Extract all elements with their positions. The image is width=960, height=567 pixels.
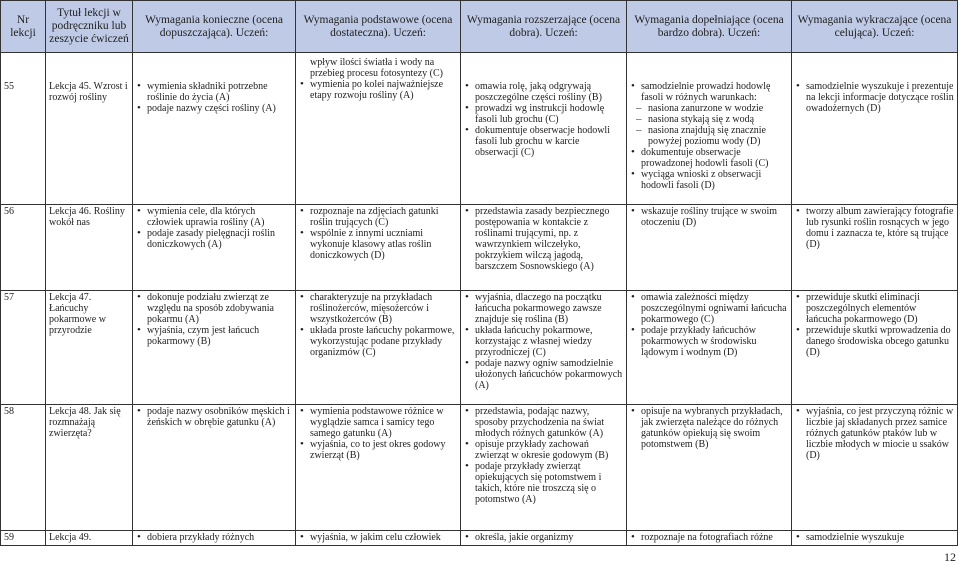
list-item: • samodzielnie wyszukuje xyxy=(795,532,954,543)
table-row xyxy=(1,291,958,405)
lesson-number: 57 xyxy=(1,291,46,405)
table-row xyxy=(1,405,958,531)
lesson-title: Lekcja 49. xyxy=(46,531,133,546)
list-item: • układa proste łańcuchy pokarmowe, wykorzystując podane przykłady organizmów (C) xyxy=(299,325,457,358)
req-dopelniajace xyxy=(627,531,792,546)
list-item: • opisuje przykłady zachowań zwierząt w okresie godowym (B) xyxy=(464,439,623,461)
page-number: 12 xyxy=(944,550,956,564)
req-podstawowe xyxy=(296,53,461,205)
list-item: • wspólnie z innymi uczniami wykonuje klasowy atlas roślin doniczkowych (D) xyxy=(299,228,457,261)
list-item: • wyjaśnia, w jakim celu człowiek xyxy=(299,532,457,543)
header-konieczne: Wymagania konieczne (ocena dopuszczająca). Uczeń: xyxy=(133,1,296,53)
list-item: • wyjaśnia, co jest przyczyną różnic w liczbie jaj składanych przez samice różnych gatunków ptaków lub w liczbie młodych w miocie u ssaków (D) xyxy=(795,406,954,461)
header-dopelniajace: Wymagania dopełniające (ocena bardzo dobra). Uczeń: xyxy=(627,1,792,53)
list-item: • wymienia składniki potrzebne roślinie do życia (A) xyxy=(136,81,292,103)
lesson-number: 59 xyxy=(1,531,46,546)
req-konieczne xyxy=(133,405,296,531)
req-dopelniajace xyxy=(627,405,792,531)
list-item: • wyjaśnia, dlaczego na początku łańcucha pokarmowego zawsze znajduje się roślina (B) xyxy=(464,292,623,325)
list-item: • podaje nazwy części rośliny (A) xyxy=(136,103,292,114)
header-rozszerzajace: Wymagania rozszerzające (ocena dobra). Uczeń: xyxy=(461,1,627,53)
lesson-number: 58 xyxy=(1,405,46,531)
list-item: • rozpoznaje na fotografiach różne xyxy=(630,532,788,543)
list-item: • przedstawia, podając nazwy, sposoby przychodzenia na świat młodych różnych gatunków (A) xyxy=(464,406,623,439)
list-item: • przedstawia zasady bezpiecznego postępowania w kontakcie z roślinami trującymi, np. z wawrzynkiem wilczełyko, pokrzykiem wilczą jagodą, barszczem Sosnowskiego (A) xyxy=(464,206,623,272)
lesson-number: 55 xyxy=(1,53,46,205)
list-item: • dobiera przykłady różnych xyxy=(136,532,292,543)
list-item: • prowadzi wg instrukcji hodowlę fasoli lub grochu (C) xyxy=(464,103,623,125)
list-item: – nasiona stykają się z wodą xyxy=(630,114,788,125)
lesson-title: Lekcja 47. Łańcuchy pokarmowe w przyrodzie xyxy=(46,291,133,405)
lesson-title: Lekcja 48. Jak się rozmnażają zwierzęta? xyxy=(46,405,133,531)
req-konieczne xyxy=(133,205,296,291)
req-wykraczajace xyxy=(792,531,958,546)
lesson-number: 56 xyxy=(1,205,46,291)
header-podstawowe: Wymagania podstawowe (ocena dostateczna). Uczeń: xyxy=(296,1,461,53)
list-item: • samodzielnie prowadzi hodowlę fasoli w różnych warunkach: xyxy=(630,81,788,103)
list-item: • tworzy album zawierający fotografie lub rysunki roślin rosnących w jego domu i zaznacza te, które są trujące (D) xyxy=(795,206,954,250)
table-header-row xyxy=(1,1,958,53)
list-item: • podaje przykłady łańcuchów pokarmowych w środowisku lądowym i wodnym (D) xyxy=(630,325,788,358)
list-item: • omawia rolę, jaką odgrywają poszczególne części rośliny (B) xyxy=(464,81,623,103)
req-dopelniajace xyxy=(627,291,792,405)
table-row xyxy=(1,205,958,291)
list-item: • charakteryzuje na przykładach roślinożerców, mięsożerców i wszystkożerców (B) xyxy=(299,292,457,325)
list-item: • wyciąga wnioski z obserwacji hodowli fasoli (D) xyxy=(630,169,788,191)
req-podstawowe xyxy=(296,205,461,291)
list-item: • wymienia cele, dla których człowiek uprawia rośliny (A) xyxy=(136,206,292,228)
header-wykraczajace: Wymagania wykraczające (ocena celująca). Uczeń: xyxy=(792,1,958,53)
header-title: Tytuł lekcji w podręczniku lub zeszycie ćwiczeń xyxy=(46,1,133,53)
req-rozszerzajace xyxy=(461,531,627,546)
req-konieczne xyxy=(133,291,296,405)
req-podstawowe xyxy=(296,291,461,405)
list-item: – nasiona zanurzone w wodzie xyxy=(630,103,788,114)
req-rozszerzajace xyxy=(461,53,627,205)
list-item: • dokumentuje obserwacje hodowli fasoli lub grochu w karcie obserwacji (C) xyxy=(464,125,623,158)
list-item: • przewiduje skutki wprowadzenia do danego środowiska obcego gatunku (D) xyxy=(795,325,954,358)
list-item: • wskazuje rośliny trujące w swoim otoczeniu (D) xyxy=(630,206,788,228)
list-item: • układa łańcuchy pokarmowe, korzystając z własnej wiedzy przyrodniczej (C) xyxy=(464,325,623,358)
req-podstawowe xyxy=(296,531,461,546)
req-konieczne xyxy=(133,53,296,205)
req-wykraczajace xyxy=(792,205,958,291)
list-item: • wymienia podstawowe różnice w wyglądzie samca i samicy tego samego gatunku (A) xyxy=(299,406,457,439)
req-wykraczajace xyxy=(792,291,958,405)
lesson-title: Lekcja 46. Rośliny wokół nas xyxy=(46,205,133,291)
list-item: • omawia zależności między poszczególnymi ogniwami łańcucha pokarmowego (C) xyxy=(630,292,788,325)
table-row xyxy=(1,531,958,546)
list-item: • rozpoznaje na zdjęciach gatunki roślin trujących (C) xyxy=(299,206,457,228)
list-item: • dokonuje podziału zwierząt ze względu na sposób zdobywania pokarmu (A) xyxy=(136,292,292,325)
req-podstawowe xyxy=(296,405,461,531)
req-rozszerzajace xyxy=(461,291,627,405)
list-item: • wymienia po kolei najważniejsze etapy rozwoju rośliny (A) xyxy=(299,79,457,101)
req-rozszerzajace xyxy=(461,405,627,531)
list-item: • wyjaśnia, co to jest okres godowy zwierząt (B) xyxy=(299,439,457,461)
list-item: • opisuje na wybranych przykładach, jak zwierzęta należące do różnych gatunków opiekują się swoim potomstwem (B) xyxy=(630,406,788,450)
lesson-title: Lekcja 45. Wzrost i rozwój rośliny xyxy=(46,53,133,205)
list-item: • podaje nazwy ogniw samodzielnie ułożonych łańcuchów pokarmowych (A) xyxy=(464,358,623,391)
list-item: • podaje przykłady zwierząt opiekujących się potomstwem i takich, które nie troszczą się o potomstwo (A) xyxy=(464,461,623,505)
req-dopelniajace xyxy=(627,205,792,291)
list-item: • określa, jakie organizmy xyxy=(464,532,623,543)
list-item: • podaje nazwy osobników męskich i żeńskich w obrębie gatunku (A) xyxy=(136,406,292,428)
header-nr: Nr lekcji xyxy=(1,1,46,53)
req-wykraczajace xyxy=(792,53,958,205)
table-row xyxy=(1,53,958,205)
list-item: • wyjaśnia, czym jest łańcuch pokarmowy (B) xyxy=(136,325,292,347)
list-item: • przewiduje skutki eliminacji poszczególnych elementów łańcucha pokarmowego (D) xyxy=(795,292,954,325)
req-wykraczajace xyxy=(792,405,958,531)
list-item: • dokumentuje obserwacje prowadzonej hodowli fasoli (C) xyxy=(630,147,788,169)
list-item: • samodzielnie wyszukuje i prezentuje na lekcji informacje dotyczące roślin owadożernych (D) xyxy=(795,81,954,114)
req-rozszerzajace xyxy=(461,205,627,291)
req-dopelniajace xyxy=(627,53,792,205)
req-konieczne xyxy=(133,531,296,546)
list-item: wpływ ilości światła i wody na przebieg procesu fotosyntezy (C) xyxy=(310,57,444,79)
list-item: • podaje zasady pielęgnacji roślin doniczkowych (A) xyxy=(136,228,292,250)
list-item: – nasiona znajdują się znacznie powyżej poziomu wody (D) xyxy=(630,125,788,147)
